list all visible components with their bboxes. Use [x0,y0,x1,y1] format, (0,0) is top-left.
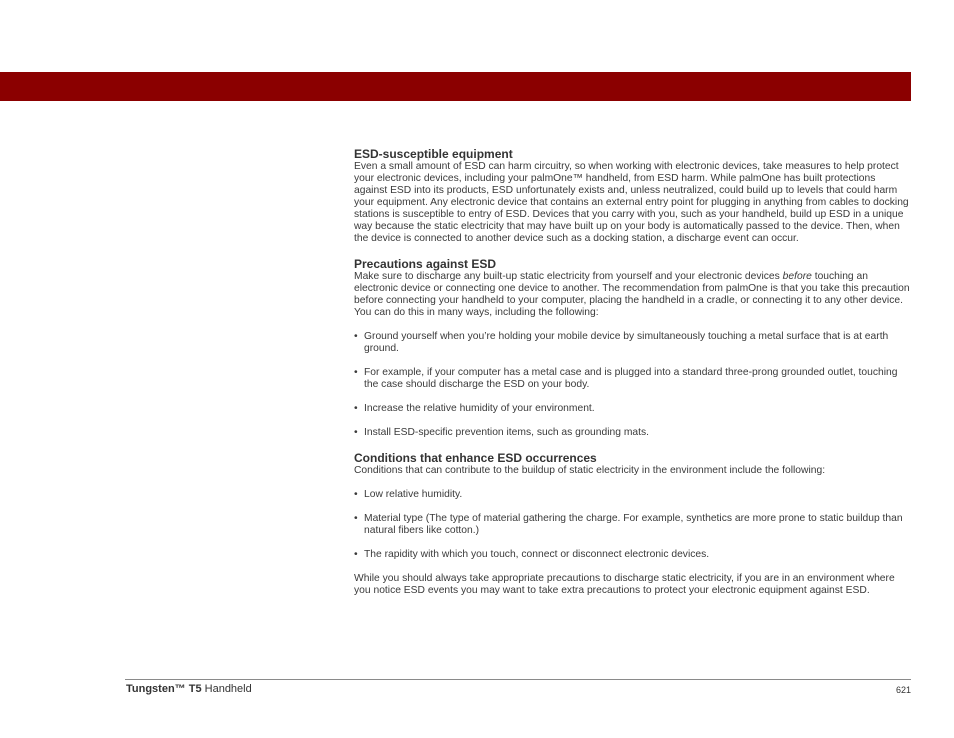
section-title-precautions: Precautions against ESD [354,257,497,271]
list-item-text: Material type (The type of material gathering the charge. For example, synthetics are more prone to static buildup than natural fibers like cotton.) [364,513,903,536]
list-item-text: Install ESD-specific prevention items, such as grounding mats. [364,427,650,438]
list-item-text: Ground yourself when you’re holding your mobile device by simultaneously touching a metal surface that is at earth ground. [364,331,889,354]
list-item-text: Low relative humidity. [364,489,463,500]
page-content [354,148,910,597]
precautions-intro-after: touching an electronic device or connecting one device to another. The recommendation from palmOne is that you take this precaution before connecting your handheld to your computer, placing the handheld in a cradle, or connecting it to any other device. You can do this in many ways, including the following: [354,271,910,318]
header-band [0,72,911,101]
footer-product-bold: Tungsten™ T5 [126,683,202,695]
list-item [354,489,910,501]
footer-product-name [126,683,252,696]
list-item-text: The rapidity with which you touch, connect or disconnect electronic devices. [364,549,710,560]
footer-product-rest: Handheld [201,683,252,695]
list-item [354,367,910,391]
list-item [354,513,910,537]
bullet-icon: • [354,489,358,500]
conditions-closing: While you should always take appropriate precautions to discharge static electricity, if you are in an environment where you notice ESD events you may want to take extra precautions to protect your electronic equipment against ESD. [354,573,895,596]
list-item [354,549,910,561]
bullet-icon: • [354,403,358,414]
precautions-intro [354,271,910,319]
precautions-intro-emphasis: before [782,271,812,282]
list-item [354,427,910,439]
conditions-intro: Conditions that can contribute to the buildup of static electricity in the environment include the following: [354,465,826,476]
list-item-text: Increase the relative humidity of your environment. [364,403,595,414]
list-item-text: For example, if your computer has a metal case and is plugged into a standard three-prong grounded outlet, touching the case should discharge the ESD on your body. [364,367,898,390]
bullet-icon: • [354,367,358,378]
section-title-conditions: Conditions that enhance ESD occurrences [354,451,597,465]
bullet-icon: • [354,513,358,524]
bullet-icon: • [354,427,358,438]
bullet-icon: • [354,331,358,342]
bullet-icon: • [354,549,358,560]
list-item [354,403,910,415]
list-item [354,331,910,355]
footer-rule [125,679,911,680]
precautions-intro-before: Make sure to discharge any built-up static electricity from yourself and your electronic devices [354,271,783,282]
esd-equipment-body: Even a small amount of ESD can harm circuitry, so when working with electronic devices, take measures to help protect your electronic devices, including your palmOne™ handheld, from ESD harm. While palmOne has built protections against ESD into its products, ESD unfortunately exists and, unless neutralized, could build up to levels that could harm your equipment. Any electronic device that contains an external entry point for plugging in anything from cables to docking stations is susceptible to entry of ESD. Devices that you carry with you, such as your handheld, build up ESD in a unique way because the static electricity that may have built up on your body is automatically passed to the device. Then, when the device is connected to another device such as a docking station, a discharge event can occur. [354,161,909,244]
page-number: 621 [895,685,911,695]
section-title-esd-equipment: ESD-susceptible equipment [354,147,513,161]
